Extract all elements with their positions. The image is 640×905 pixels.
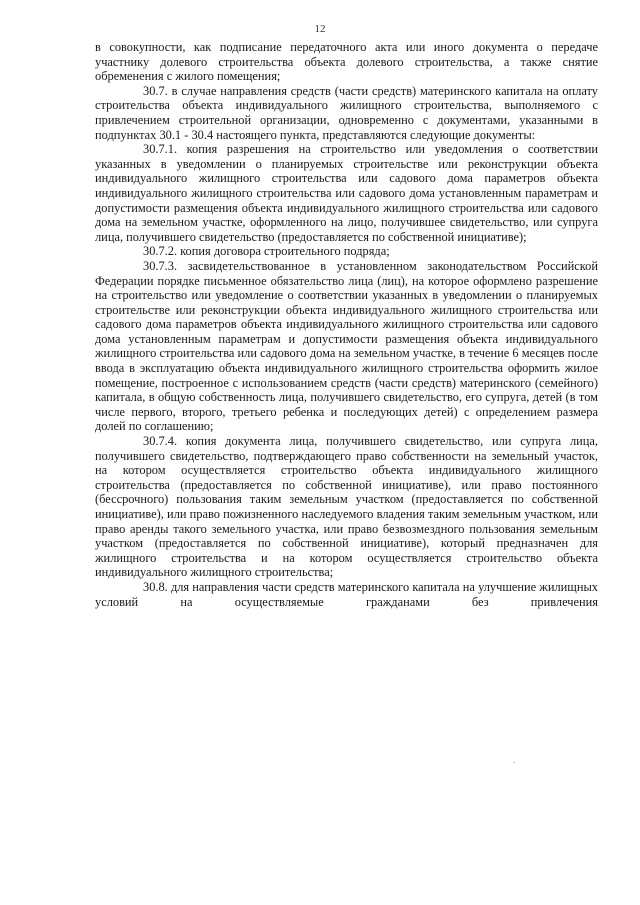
paragraph-30-7-3: 30.7.3. засвидетельствованное в установленном законодательством Российской Федерации порядке письменное обязательство лица (лиц), на которое оформлено разрешение на строительство или уведомление о соответствии указанных в уведомлении о планируемых строительстве или реконструкции объекта индивидуального жилищного строительства или садового дома параметров объекта индивидуального жилищного строительства или садового дома установленным параметрам и допустимости размещения объекта индивидуального жилищного строительства или садового дома на земельном участке, в течение 6 месяцев после ввода в эксплуатацию объекта индивидуального жилищного строительства оформить жилое помещение, построенное с использованием средств (части средств) материнского (семейного) капитала, в общую собственность лица, получившего свидетельство, его супруга, детей (в том числе первого, второго, третьего ребенка и последующих детей) с определением размера долей по соглашению;	[95, 258, 598, 434]
page-number: 12	[314, 23, 326, 35]
paragraph-30-7-1: 30.7.1. копия разрешения на строительство или уведомления о соответствии указанных в уведомлении о планируемых строительстве или реконструкции объекта индивидуального жилищного строительства или садового дома параметров объекта индивидуального жилищного строительства или садового дома установленным параметрам и допустимости размещения объекта индивидуального жилищного строительства или садового дома на земельном участке, оформленного на лицо, получившее свидетельство, или супруга лица, получившего свидетельство (предоставляется по собственной инициативе);	[95, 142, 598, 244]
paragraph-30-7-2: 30.7.2. копия договора строительного подряда;	[143, 244, 390, 259]
document-body	[95, 40, 598, 609]
paragraph-30-8: 30.8. для направления части средств материнского капитала на улучшение жилищных условий на осуществляемые гражданами без привлечения	[95, 579, 598, 609]
paragraph-30-7-4: 30.7.4. копия документа лица, получившего свидетельство, или супруга лица, получившего свидетельство, подтверждающего право собственности на земельный участок, на котором осуществляется строительство объекта индивидуального жилищного строительства (предоставляется по собственной инициативе), или право постоянного (бессрочного) пользования таким земельным участком (предоставляется по собственной инициативе), или право пожизненного наследуемого владения таким земельным участком, или право аренды такого земельного участка, или право безвозмездного пользования земельным участком (предоставляется по собственной инициативе), который предназначен для жилищного строительства и на котором осуществляется строительство объекта индивидуального жилищного строительства;	[95, 434, 598, 580]
paragraph-30-7: 30.7. в случае направления средств (части средств) материнского капитала на оплату строительства объекта индивидуального жилищного строительства, выполняемого с привлечением строительной организации, одновременно с документами, указанными в подпунктах 30.1 - 30.4 настоящего пункта, представляются следующие документы:	[95, 83, 598, 142]
scan-speck	[513, 762, 515, 763]
paragraph-ownership-transfer: в совокупности, как подписание передаточного акта или иного документа о передаче участнику долевого строительства объекта долевого строительства, а также снятие обременения с жилого помещения;	[95, 40, 598, 84]
